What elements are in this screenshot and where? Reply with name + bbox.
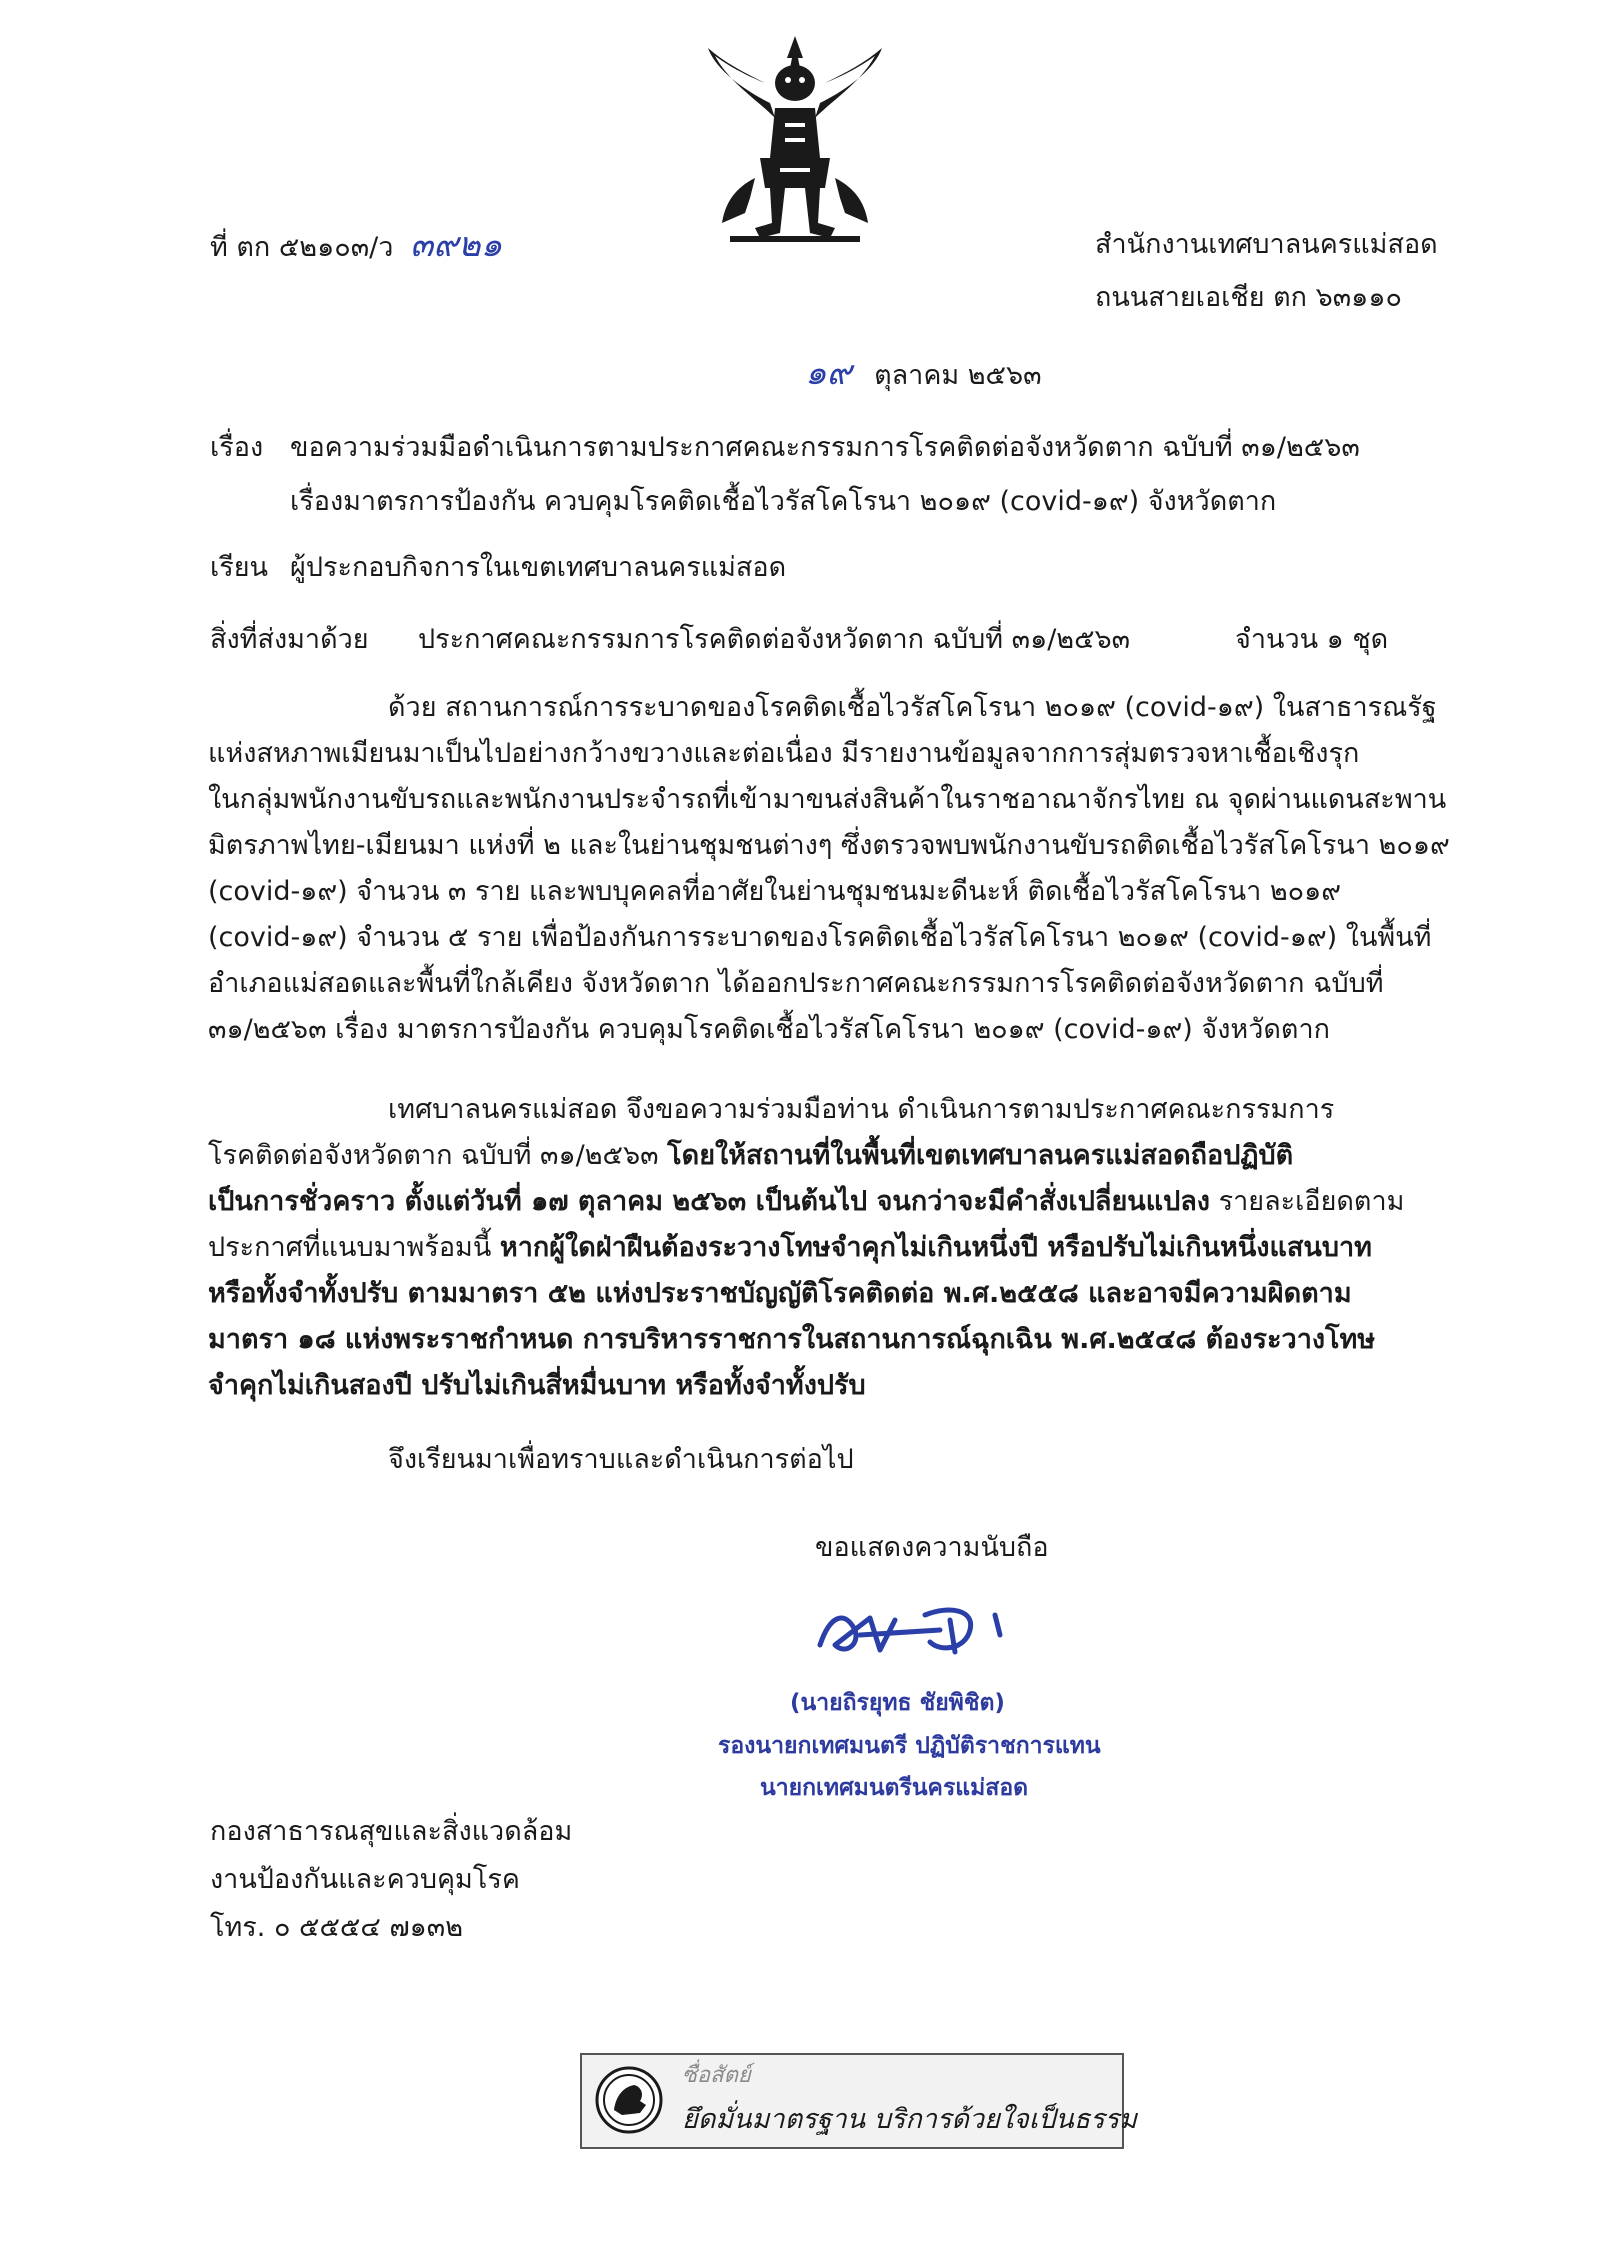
para1-line-8: ๓๑/๒๕๖๓ เรื่อง มาตรการป้องกัน ควบคุมโรคติดเชื้อไวรัสโคโรนา ๒๐๑๙ (covid-๑๙) จังหวัดตาก bbox=[208, 1014, 1330, 1045]
reference-handwritten: ๓๙๒๑ bbox=[410, 225, 503, 265]
municipality-seal-icon bbox=[594, 2065, 664, 2135]
enclosure-value: ประกาศคณะกรรมการโรคติดต่อจังหวัดตาก ฉบับที่ ๓๑/๒๕๖๓ bbox=[418, 624, 1131, 655]
contact-section: งานป้องกันและควบคุมโรค bbox=[210, 1864, 520, 1895]
footer-slogan-top: ซื่อสัตย์ bbox=[682, 2063, 751, 2088]
handwritten-signature bbox=[800, 1590, 1060, 1680]
para1-line-5: (covid-๑๙) จำนวน ๓ ราย และพบบุคคลที่อาศัยในย่านชุมชนมะดีนะห์ ติดเชื้อไวรัสโคโรนา ๒๐๑๙ bbox=[208, 876, 1342, 907]
para2-line-4-bold: หากผู้ใดฝ่าฝืนต้องระวางโทษจำคุกไม่เกินหนึ่งปี หรือปรับไม่เกินหนึ่งแสนบาท bbox=[499, 1232, 1372, 1263]
para2-line-3-normal: รายละเอียดตาม bbox=[1218, 1186, 1405, 1217]
para1-line-2: แห่งสหภาพเมียนมาเป็นไปอย่างกว้างขวางและต่อเนื่อง มีรายงานข้อมูลจากการสุ่มตรวจหาเชื้อเชิงรุก bbox=[208, 738, 1360, 769]
date-month-year: ตุลาคม ๒๕๖๓ bbox=[874, 360, 1042, 391]
reference-prefix: ที่ ตก ๕๒๑๐๓/ว bbox=[210, 232, 394, 263]
enclosure-quantity: จำนวน ๑ ชุด bbox=[1235, 624, 1389, 655]
date-day-handwritten: ๑๙ bbox=[805, 353, 852, 393]
para1-line-1: ด้วย สถานการณ์การระบาดของโรคติดเชื้อไวรัสโคโรนา ๒๐๑๙ (covid-๑๙) ในสาธารณรัฐ bbox=[388, 692, 1437, 723]
garuda-emblem bbox=[700, 28, 890, 253]
subject-line-1: ขอความร่วมมือดำเนินการตามประกาศคณะกรรมการโรคติดต่อจังหวัดตาก ฉบับที่ ๓๑/๒๕๖๓ bbox=[290, 432, 1360, 463]
recipient-label: เรียน bbox=[210, 552, 269, 583]
footer-slogan: ยึดมั่นมาตรฐาน บริการด้วยใจเป็นธรรม bbox=[682, 2104, 1137, 2135]
para2-line-2 bbox=[208, 1136, 1418, 1176]
para2-line-7: จำคุกไม่เกินสองปี ปรับไม่เกินสี่หมื่นบาท หรือทั้งจำทั้งปรับ bbox=[208, 1370, 866, 1401]
para2-line-4-normal: ประกาศที่แนบมาพร้อมนี้ bbox=[208, 1232, 492, 1263]
footer-slogan-box bbox=[580, 2053, 1137, 2149]
para2-line-6: มาตรา ๑๘ แห่งพระราชกำหนด การบริหารราชการในสถานการณ์ฉุกเฉิน พ.ศ.๒๕๔๘ ต้องระวางโทษ bbox=[208, 1324, 1376, 1355]
closing-paragraph: จึงเรียนมาเพื่อทราบและดำเนินการต่อไป bbox=[388, 1444, 854, 1475]
recipient-value: ผู้ประกอบกิจการในเขตเทศบาลนครแม่สอด bbox=[290, 552, 787, 583]
para2-line-2-bold: โดยให้สถานที่ในพื้นที่เขตเทศบาลนครแม่สอดถือปฏิบัติ bbox=[667, 1140, 1294, 1171]
sender-address: ถนนสายเอเชีย ตก ๖๓๑๑๐ bbox=[1095, 282, 1402, 313]
para2-line-3-bold: เป็นการชั่วคราว ตั้งแต่วันที่ ๑๗ ตุลาคม ๒๕๖๓ เป็นต้นไป จนกว่าจะมีคำสั่งเปลี่ยนแปลง bbox=[208, 1186, 1210, 1217]
para1-line-3: ในกลุ่มพนักงานขับรถและพนักงานประจำรถที่เข้ามาขนส่งสินค้าในราชอาณาจักรไทย ณ จุดผ่านแดนสะพาน bbox=[208, 784, 1447, 815]
enclosure-label: สิ่งที่ส่งมาด้วย bbox=[210, 624, 369, 655]
signatory-position-2: นายกเทศมนตรีนครแม่สอด bbox=[760, 1775, 1029, 1801]
subject-label: เรื่อง bbox=[210, 432, 264, 463]
para1-line-7: อำเภอแม่สอดและพื้นที่ใกล้เคียง จังหวัดตาก ได้ออกประกาศคณะกรรมการโรคติดต่อจังหวัดตาก ฉบับที่ bbox=[208, 968, 1384, 999]
reference-number bbox=[210, 225, 502, 268]
contact-department: กองสาธารณสุขและสิ่งแวดล้อม bbox=[210, 1816, 573, 1847]
para2-line-5: หรือทั้งจำทั้งปรับ ตามมาตรา ๕๒ แห่งประราชบัญญัติโรคติดต่อ พ.ศ.๒๕๕๘ และอาจมีความผิดตาม bbox=[208, 1278, 1352, 1309]
contact-phone: โทร. ๐ ๕๕๕๔ ๗๑๓๒ bbox=[210, 1912, 464, 1943]
signatory-name: (นายถิรยุทธ ชัยพิชิต) bbox=[790, 1690, 1005, 1716]
para2-line-1: เทศบาลนครแม่สอด จึงขอความร่วมมือท่าน ดำเนินการตามประกาศคณะกรรมการ bbox=[388, 1094, 1335, 1125]
para2-line-2-normal: โรคติดต่อจังหวัดตาก ฉบับที่ ๓๑/๒๕๖๓ bbox=[208, 1140, 659, 1171]
letter-date bbox=[805, 353, 1042, 396]
para2-line-4 bbox=[208, 1228, 1418, 1268]
para2-line-3 bbox=[208, 1182, 1418, 1222]
para1-line-6: (covid-๑๙) จำนวน ๕ ราย เพื่อป้องกันการระบาดของโรคติดเชื้อไวรัสโคโรนา ๒๐๑๙ (covid-๑๙) ในพื้นที่ bbox=[208, 922, 1432, 953]
signatory-position-1: รองนายกเทศมนตรี ปฏิบัติราชการแทน bbox=[718, 1733, 1101, 1759]
sender-office: สำนักงานเทศบาลนครแม่สอด bbox=[1095, 229, 1438, 260]
subject-line-2: เรื่องมาตรการป้องกัน ควบคุมโรคติดเชื้อไวรัสโคโรนา ๒๐๑๙ (covid-๑๙) จังหวัดตาก bbox=[290, 486, 1277, 517]
regards: ขอแสดงความนับถือ bbox=[815, 1532, 1049, 1563]
para1-line-4: มิตรภาพไทย-เมียนมา แห่งที่ ๒ และในย่านชุมชนต่างๆ ซึ่งตรวจพบพนักงานขับรถติดเชื้อไวรัสโคโรนา ๒๐๑๙ bbox=[208, 830, 1450, 861]
